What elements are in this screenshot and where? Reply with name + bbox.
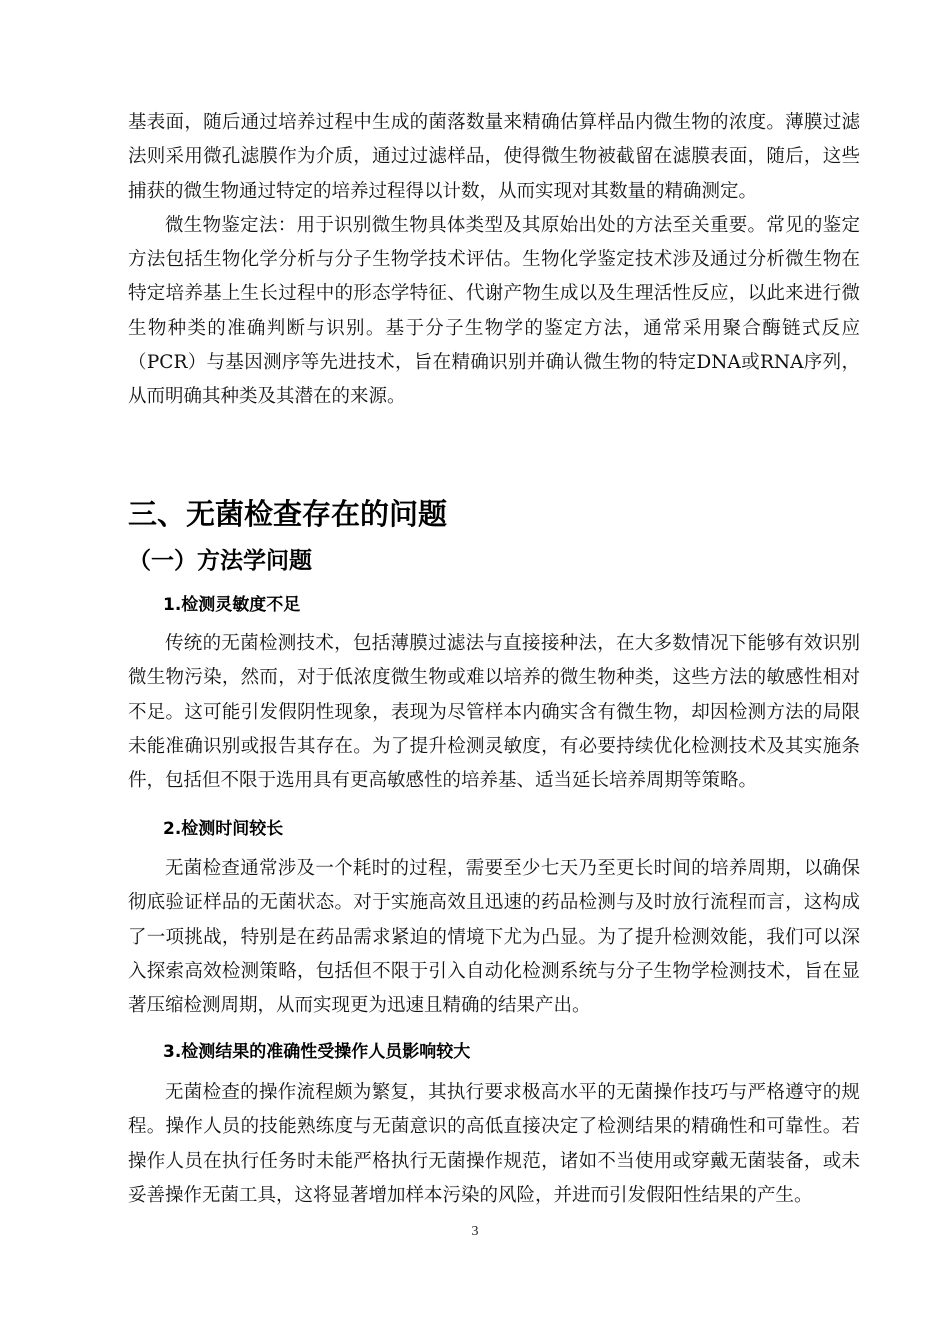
- page-number: 3: [471, 1224, 479, 1239]
- subsection-heading: （一）方法学问题: [128, 548, 312, 574]
- section-heading: 三、无菌检查存在的问题: [128, 497, 448, 531]
- item-heading-sensitivity: 1.检测灵敏度不足: [163, 595, 301, 615]
- paragraph-operator: 无菌检查的操作流程颇为繁复，其执行要求极高水平的无菌操作技巧与严格遵守的规程。操作人员的技能熟练度与无菌意识的高低直接决定了检测结果的精确性和可靠性。若操作人员在执行任务时未能严格执行无菌操作规范，诸如不当使用或穿戴无菌装备，或未妥善操作无菌工具，这将显著增加样本污染的风险，并进而引发假阳性结果的产生。: [128, 1082, 860, 1206]
- paragraph-continuation: 基表面，随后通过培养过程中生成的菌落数量来精确估算样品内微生物的浓度。薄膜过滤法则采用微孔滤膜作为介质，通过过滤样品，使得微生物被截留在滤膜表面，随后，这些捕获的微生物通过特定的培养过程得以计数，从而实现对其数量的精确测定。: [128, 112, 860, 202]
- paragraph-duration: 无菌检查通常涉及一个耗时的过程，需要至少七天乃至更长时间的培养周期，以确保彻底验证样品的无菌状态。对于实施高效且迅速的药品检测与及时放行流程而言，这构成了一项挑战，特别是在药品需求紧迫的情境下尤为凸显。为了提升检测效能，我们可以深入探索高效检测策略，包括但不限于引入自动化检测系统与分子生物学检测技术，旨在显著压缩检测周期，从而实现更为迅速且精确的结果产出。: [128, 858, 860, 1017]
- paragraph-sensitivity: 传统的无菌检测技术，包括薄膜过滤法与直接接种法，在大多数情况下能够有效识别微生物污染，然而，对于低浓度微生物或难以培养的微生物种类，这些方法的敏感性相对不足。这可能引发假阴性现象，表现为尽管样本内确实含有微生物，却因检测方法的局限未能准确识别或报告其存在。为了提升检测灵敏度，有必要持续优化检测技术及其实施条件，包括但不限于选用具有更高敏感性的培养基、适当延长培养周期等策略。: [128, 633, 860, 792]
- item-heading-duration: 2.检测时间较长: [163, 819, 284, 839]
- item-body-sensitivity: [128, 627, 860, 798]
- paragraph-identification-method: 微生物鉴定法：用于识别微生物具体类型及其原始出处的方法至关重要。常见的鉴定方法包括生物化学分析与分子生物学技术评估。生物化学鉴定技术涉及通过分析微生物在特定培养基上生长过程中的形态学特征、代谢产物生成以及生理活性反应，以此来进行微生物种类的准确判断与识别。基于分子生物学的鉴定方法，通常采用聚合酶链式反应（PCR）与基因测序等先进技术，旨在精确识别并确认微生物的特定DNA或RNA序列，从而明确其种类及其潜在的来源。: [128, 214, 860, 408]
- item-heading-operator: 3.检测结果的准确性受操作人员影响较大: [163, 1042, 471, 1062]
- intro-text: [128, 106, 860, 415]
- item-body-duration: [128, 852, 860, 1023]
- item-body-operator: [128, 1076, 860, 1213]
